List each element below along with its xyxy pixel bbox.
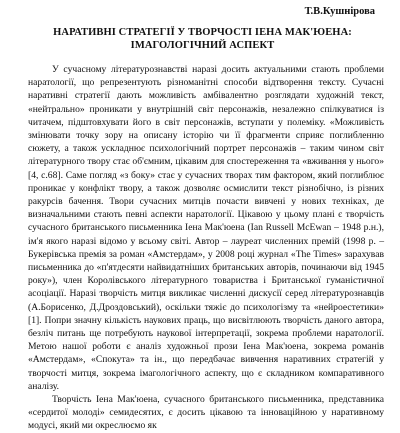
article-title: [20, 26, 385, 52]
article-body: [20, 63, 385, 433]
paragraph: У сучасному літературознавстві наразі досить актуальними стають проблеми наратології, що репрезентують різноманітні способи відтворення тексту. Сучасні наративні стратегії дають можливість амбівалентно розглядати художній текст, «нейтрально» проникати у внутрішній світ персонажів, незалежно спілкуватися із читачем, підштовхувати його в світ персонажів, вступати у полеміку. «Можливість змінювати точку зору на описану історію чи її фрагменти сприяє поглибленню сюжету, а також ускладнює психологічний портрет персонажів – таким чином світ літературного твору стає об'ємним, цікавим для спостереження та «вживання у нього» [4, с.68]. Саме погляд «з боку» стає у сучасних творах тим фактором, який поглиблює проникає у конфлікт твору, а також дозволяє осмислити текст різнобічно, із різних ракурсів бачення. Твори сучасних митців почасти вивчені у нових техніках, де визначальними стають певні аспекти наратології. Цікавою у цьому плані є творчість сучасного британського письменника Іена Мак'юена (Ian Russell McEwan – 1948 р.н.), ім'я якого наразі відомо у всьому світі. Автор – лауреат численних премій (1998 р. – Букерівська премія за роман «Амстердам», у 2008 році журнал «The Times» зарахував письменника до «п'ятдесяти найвидатніших британських авторів, починаючи від 1945 року»), член Королівського літературного товариства і Британської гуманістичної асоціації. Наразі творчість митця викликає численні дискусії серед літературознавців (А.Борисенко, Д.Дроздовський), оскільки тяжіє до психологізму та «нейроестетики» [1]. Попри значну кількість наукових праць, що висвітлюють творчість даного автора, безліч питань ще потребують наукової інтерпретації, зокрема проблеми наратології. Метою нашої роботи є аналіз художньої прози Іена Мак'юена, зокрема романів «Амстердам», «Спокута» та ін., що передбачає вивчення наративних стратегій у творчості митця, зокрема імагологічного аспекту, що є складником компаративного аналізу.: [28, 64, 384, 392]
title-line-2: ІМАГОЛОГІЧНИЙ АСПЕКТ: [130, 40, 275, 51]
title-line-1: НАРАТИВНІ СТРАТЕГІЇ У ТВОРЧОСТІ ІЕНА МАК'ЮЕНА:: [53, 27, 352, 38]
paragraph: Творчість Іена Мак'юена, сучасного британського письменника, представника «сердитої молоді» семидесятих, є досить цікавою та інноваційною у наративному модусі, який ми окреслюємо як: [28, 394, 384, 432]
author-name: Т.В.Кушнірова: [304, 6, 375, 17]
